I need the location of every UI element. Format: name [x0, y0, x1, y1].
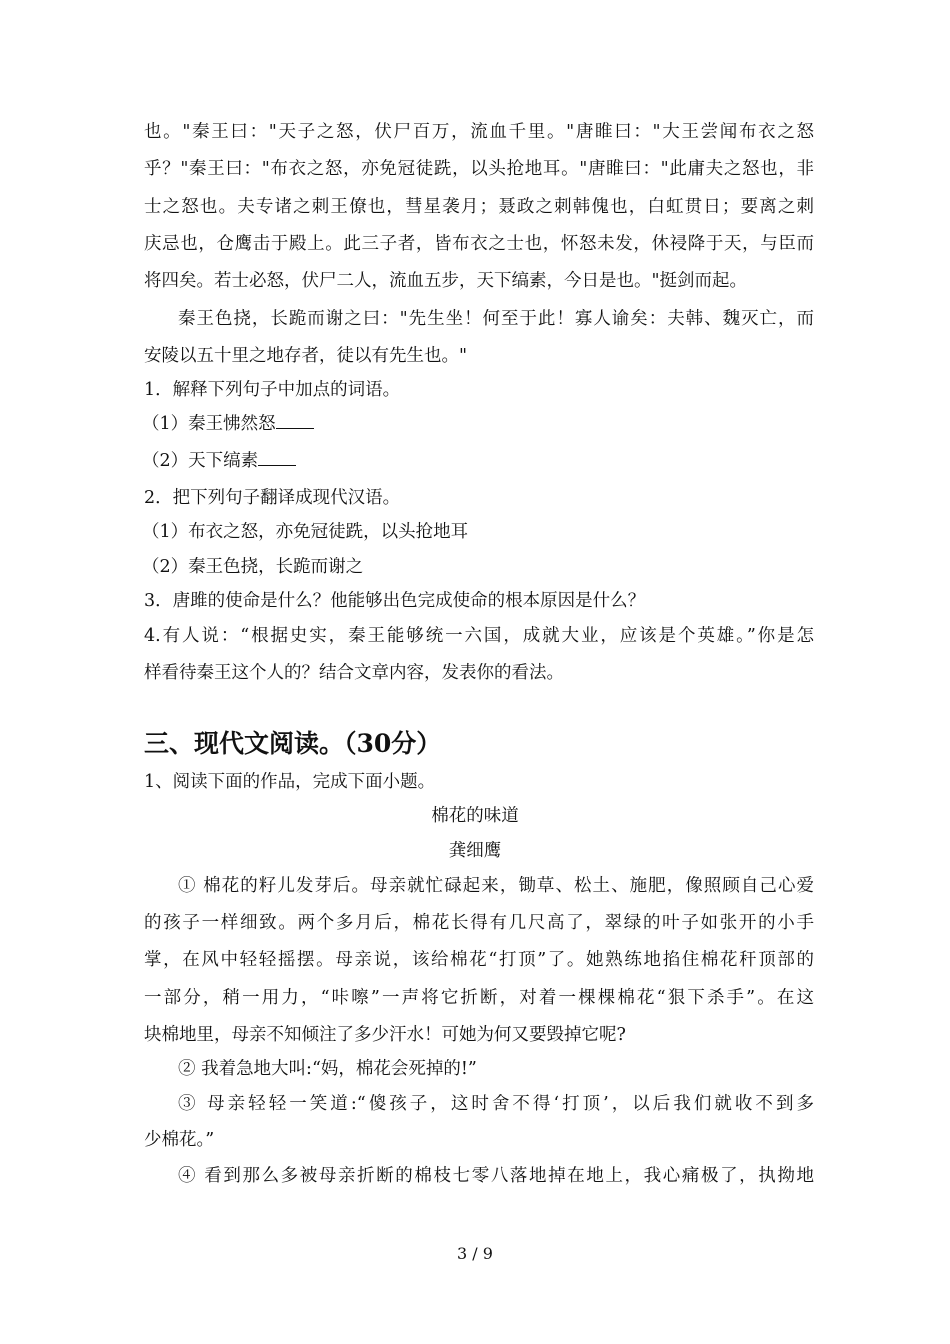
question-3: 3．唐雎的使命是什么？他能够出色完成使命的根本原因是什么？: [144, 591, 646, 611]
question-2-title: 2．把下列句子翻译成现代汉语。: [144, 488, 401, 508]
page-number: 3 / 9: [457, 1244, 493, 1263]
article-line: ④ 看到那么多被母亲折断的棉枝七零八落地掉在地上，我心痛极了，执拗地: [178, 1166, 814, 1186]
section-heading: 三、现代文阅读。（30分）: [144, 729, 442, 758]
passage-line: 安陵以五十里之地存者，徒以有先生也。": [144, 346, 468, 366]
dotted-char: 怫: [223, 414, 241, 434]
passage-line: 庆忌也，仓鹰击于殿上。此三子者，皆布衣之士也，怀怒未发，休祲降于天，与臣而: [144, 234, 814, 254]
dotted-char: 缟: [223, 451, 241, 471]
article-line: ① 棉花的籽儿发芽后。母亲就忙碌起来，锄草、松土、施肥，像照顾自己心爱: [178, 876, 814, 896]
article-line: ② 我着急地大叫:“妈，棉花会死掉的!”: [178, 1059, 477, 1079]
article-line: 少棉花。”: [144, 1130, 215, 1150]
article-line: 的孩子一样细致。两个多月后，棉花长得有几尺高了，翠绿的叶子如张开的小手: [144, 913, 814, 933]
article-line: ③ 母亲轻轻一笑道:“傻孩子，这时舍不得‘打顶’，以后我们就收不到多: [178, 1094, 814, 1114]
article-author: 龚细鹰: [448, 841, 502, 861]
question-2-item-2: （2）秦王色挠，长跪而谢之: [142, 557, 364, 577]
article-line: 一部分，稍一用力，“咔嚓”一声将它折断，对着一棵棵棉花“狠下杀手”。在这: [144, 988, 814, 1008]
passage-line: 将四矣。若士必怒，伏尸二人，流血五步，天下缟素，今日是也。"挺剑而起。: [144, 271, 748, 291]
reading-intro: 1、阅读下面的作品，完成下面小题。: [144, 772, 436, 792]
question-2-item-1: （1）布衣之怒，亦免冠徒跣，以头抢地耳: [142, 522, 469, 542]
question-1-item-1: （1）秦王怫然怒: [142, 412, 812, 436]
answer-blank[interactable]: [276, 412, 314, 429]
question-4-line: 4.有人说：“根据史实，秦王能够统一六国，成就大业，应该是个英雄。”你是怎: [144, 626, 814, 646]
passage-line: 秦王色挠，长跪而谢之曰："先生坐！何至于此！寡人谕矣：夫韩、魏灭亡，而: [178, 309, 814, 329]
dotted-char: 然: [240, 414, 259, 434]
question-1-title: 1．解释下列句子中加点的词语。: [144, 380, 401, 400]
question-4-line: 样看待秦王这个人的？结合文章内容，发表你的看法。: [144, 663, 564, 683]
passage-line: 也。"秦王曰："天子之怒，伏尸百万，流血千里。"唐睢曰："大王尝闻布衣之怒: [144, 122, 814, 142]
passage-line: 士之怒也。夫专诸之刺王僚也，彗星袭月；聂政之刺韩傀也，白虹贯日；要离之刺: [144, 197, 814, 217]
article-title: 棉花的味道: [431, 806, 519, 826]
article-line: 掌，在风中轻轻摇摆。母亲说，该给棉花“打顶”了。她熟练地掐住棉花秆顶部的: [144, 950, 814, 970]
article-line: 块棉地里，母亲不知倾注了多少汗水！可她为何又要毁掉它呢?: [144, 1025, 626, 1045]
question-1-item-2: （2）天下缟素: [142, 449, 812, 473]
passage-line: 乎？"秦王曰："布衣之怒，亦免冠徒跣，以头抢地耳。"唐睢曰："此庸夫之怒也，非: [144, 159, 814, 179]
answer-blank[interactable]: [258, 449, 296, 466]
